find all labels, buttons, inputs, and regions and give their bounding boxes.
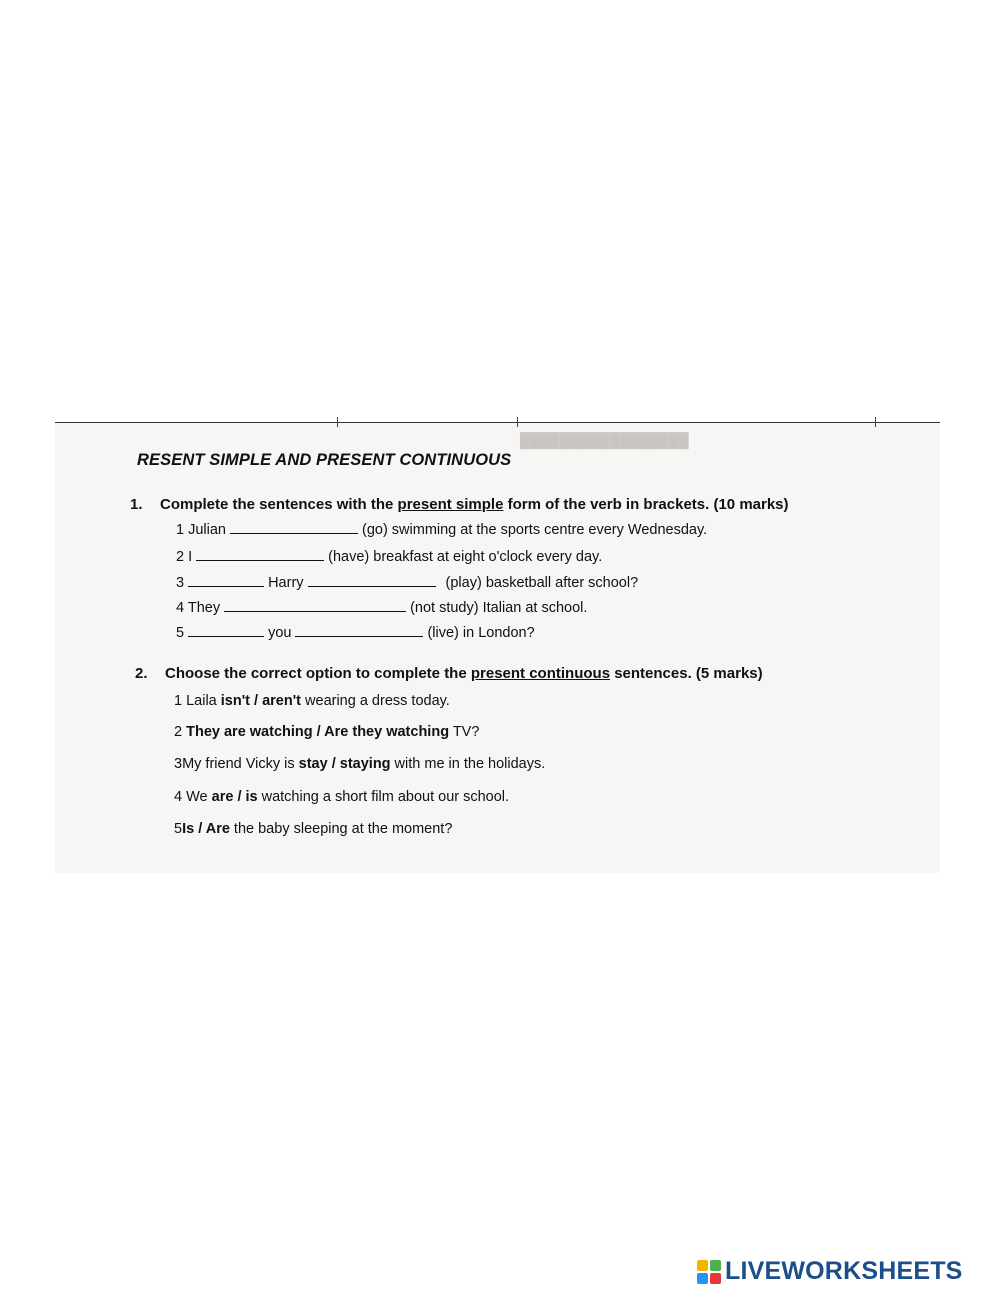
item-prefix: 1 Julian: [176, 522, 226, 538]
answer-blank[interactable]: [224, 599, 406, 612]
logo-square: [710, 1273, 721, 1284]
table-divider: [337, 417, 338, 427]
answer-options[interactable]: isn't / aren't: [220, 693, 301, 709]
section2-number: 2.: [135, 665, 148, 682]
logo-square: [697, 1260, 708, 1271]
answer-options[interactable]: Is / Are: [182, 821, 230, 837]
bleed-through: █████████████████: [520, 432, 689, 448]
instruction-underlined: present simple: [397, 496, 504, 513]
section2-item: [174, 724, 479, 740]
item-text: with me in the holidays.: [390, 756, 546, 772]
item-text: Laila: [186, 693, 221, 709]
answer-options[interactable]: are / is: [211, 789, 258, 805]
instruction-underlined: present continuous: [470, 665, 611, 682]
item-text: My friend Vicky is: [182, 756, 299, 772]
section1-item: [176, 599, 587, 616]
worksheet-title: RESENT SIMPLE AND PRESENT CONTINUOUS: [137, 451, 512, 469]
section1-item: [176, 521, 707, 538]
section2-instruction: [135, 665, 763, 682]
answer-options[interactable]: They are watching / Are they watching: [186, 724, 450, 740]
answer-blank[interactable]: [230, 521, 358, 534]
item-suffix: (go) swimming at the sports centre every Wednesday.: [361, 522, 708, 538]
item-text: watching a short film about our school.: [257, 789, 510, 805]
answer-blank[interactable]: [295, 624, 423, 637]
answer-blank[interactable]: [308, 574, 436, 587]
item-number: 2: [174, 724, 183, 740]
section1-number: 1.: [130, 496, 143, 513]
section1-item: [176, 624, 535, 641]
section2-item: [174, 821, 452, 837]
section2-item: [174, 756, 545, 772]
item-middle: you: [268, 625, 292, 641]
instruction-text: Complete the sentences with the: [160, 496, 398, 513]
section2-item: [174, 789, 509, 805]
worksheet-scan: [55, 422, 940, 873]
item-number: 5: [174, 821, 183, 837]
instruction-text: sentences. (5 marks): [610, 665, 763, 682]
item-text: We: [186, 789, 212, 805]
answer-blank[interactable]: [188, 574, 264, 587]
item-prefix: 3: [176, 575, 185, 591]
item-number: 1: [174, 693, 183, 709]
answer-options[interactable]: stay / staying: [298, 756, 391, 772]
liveworksheets-logo[interactable]: [697, 1257, 963, 1286]
instruction-text: form of the verb in brackets. (10 marks): [503, 496, 789, 513]
item-text: TV?: [449, 724, 480, 740]
item-suffix: (have) breakfast at eight o'clock every day.: [328, 549, 603, 565]
section2-item: [174, 693, 450, 709]
section1-instruction: [130, 496, 789, 513]
item-prefix: 5: [176, 625, 185, 641]
logo-text: LIVEWORKSHEETS: [725, 1257, 963, 1285]
logo-square: [697, 1273, 708, 1284]
answer-blank[interactable]: [188, 624, 264, 637]
logo-square: [710, 1260, 721, 1271]
section1-item: [176, 574, 638, 591]
table-divider: [875, 417, 876, 427]
instruction-text: Choose the correct option to complete the: [165, 665, 471, 682]
item-suffix: (live) in London?: [427, 625, 535, 641]
item-prefix: 4 They: [176, 600, 221, 616]
item-suffix: (not study) Italian at school.: [410, 600, 588, 616]
item-text: the baby sleeping at the moment?: [229, 821, 453, 837]
item-prefix: 2 I: [176, 549, 193, 565]
item-suffix: (play) basketball after school?: [445, 575, 639, 591]
item-number: 4: [174, 789, 183, 805]
liveworksheets-logo-icon: [697, 1260, 721, 1284]
table-divider: [517, 417, 518, 427]
item-middle: Harry: [268, 575, 304, 591]
item-text: wearing a dress today.: [301, 693, 450, 709]
answer-blank[interactable]: [196, 548, 324, 561]
section1-item: [176, 548, 602, 565]
item-number: 3: [174, 756, 183, 772]
